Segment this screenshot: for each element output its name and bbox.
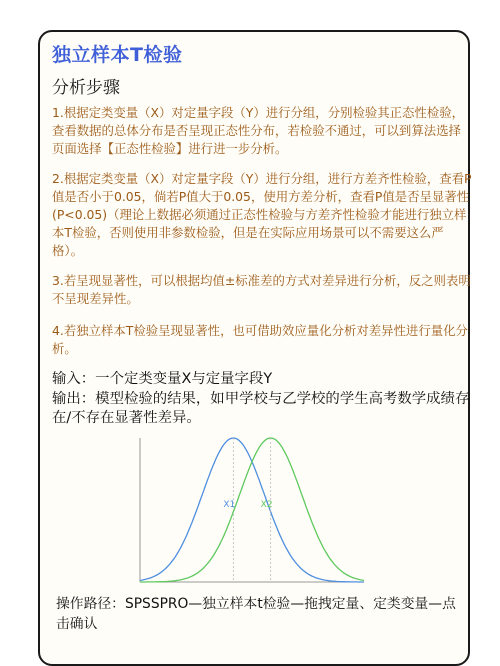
series-curve-x2 [140,438,364,582]
section-heading: 分析步骤 [52,78,120,98]
step-2-text: 2.根据定类变量（X）对定量字段（Y）进行分组，进行方差齐性检验，查看P值是否小于0.05，倘若P值大于0.05，使用方差分析，查看P值是否呈显著性(P<0.05)（理论上数据必须通过正态性检验与方差齐性检验才能进行独立样本T检验，否则使用非参数检验，但是在实际应用场景可以不需要这么严格）。 [52,171,472,258]
step-1-text: 1.根据定类变量（X）对定量字段（Y）进行分组，分别检验其正态性检验，查看数据的总体分布是否呈现正态性分布，若检验不通过，可以到算法选择页面选择【正态性检验】进行进一步分析。 [52,105,464,156]
step-4-text: 4.若独立样本T检验呈现显著性，也可借助效应量化分析对差异性进行量化分析。 [52,323,468,356]
series-curve-x1 [140,438,364,582]
operation-path-text: 操作路径：SPSSPRO—独立样本t检验—拖拽定量、定类变量—点击确认 [56,596,456,632]
series-label-x2: X2 [260,500,273,511]
distribution-chart [130,434,370,586]
series-label-x1: X1 [223,500,236,511]
input-text: 输入：一个定类变量X与定量字段Y [52,371,273,387]
page-title: 独立样本T检验 [52,44,183,66]
output-text: 输出：模型检验的结果，如甲学校与乙学校的学生高考数学成绩存在/不存在显著性差异。 [52,391,470,426]
step-3-text: 3.若呈现显著性，可以根据均值±标准差的方式对差异进行分析，反之则表明不呈现差异性。 [52,273,471,306]
